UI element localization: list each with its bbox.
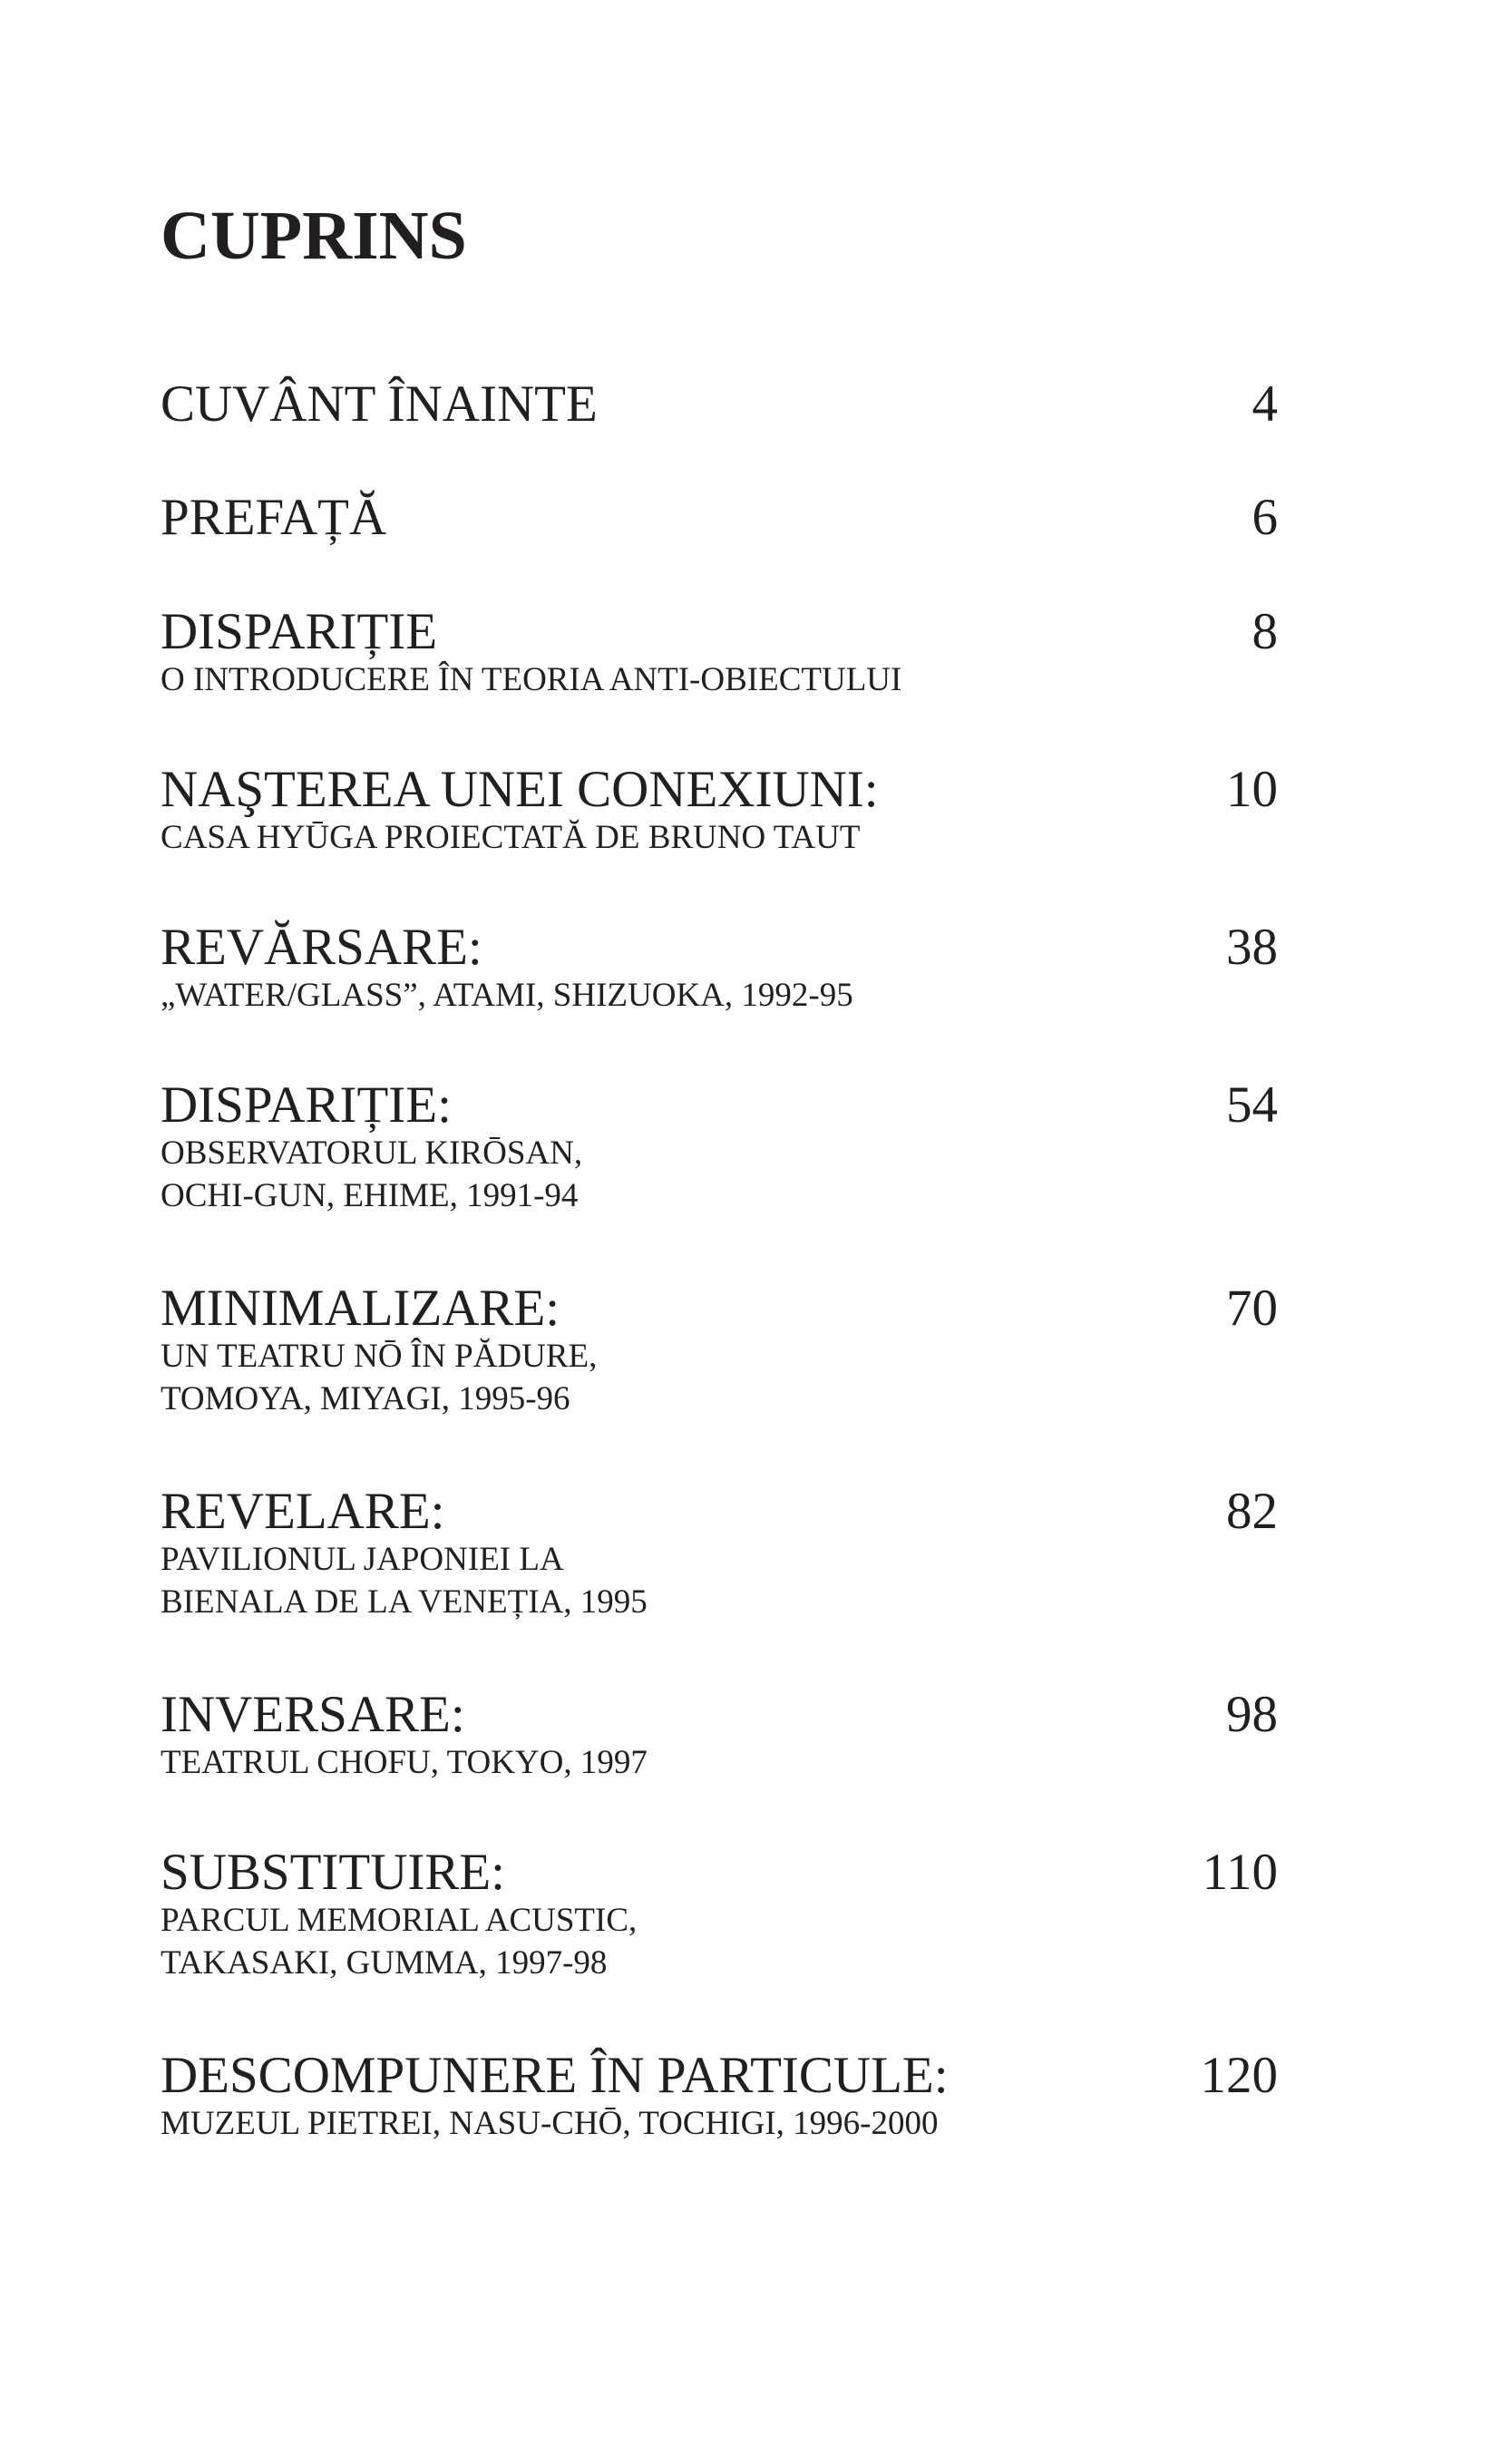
toc-entry-cuvant-inainte [161, 376, 1278, 433]
toc-entry-prefata [161, 490, 1278, 546]
toc-entry-title: REVELARE: [161, 1483, 445, 1540]
toc-entry-disparitie-intro [161, 604, 1278, 703]
toc-entry-title: DISPARIȚIE [161, 603, 438, 660]
toc-entry-title: CUVÂNT ÎNAINTE [161, 375, 598, 433]
toc-entry-page-number: 54 [1226, 1076, 1278, 1134]
toc-entry-nasterea-unei-conexiuni [161, 762, 1278, 861]
toc-entry-page-number: 4 [1252, 375, 1278, 433]
toc-entry-subtitle: TAKASAKI, GUMMA, 1997-98 [161, 1944, 608, 1982]
toc-entry-subtitle: BIENALA DE LA VENEȚIA, 1995 [161, 1583, 648, 1621]
toc-entry-page-number: 110 [1202, 1844, 1278, 1901]
page-title: CUPRINS [161, 198, 467, 274]
toc-entry-disparitie-observatorul [161, 1077, 1278, 1219]
toc-entry-title: MINIMALIZARE: [161, 1280, 560, 1337]
toc-entry-page-number: 8 [1252, 603, 1278, 660]
toc-entry-substituire [161, 1845, 1278, 1986]
toc-entry-subtitle: OCHI-GUN, EHIME, 1991-94 [161, 1177, 579, 1214]
toc-entry-subtitle: UN TEATRU NŌ ÎN PĂDURE, [161, 1338, 598, 1375]
toc-entry-subtitle: CASA HYŪGA PROIECTATĂ DE BRUNO TAUT [161, 819, 861, 856]
toc-entry-descompunere-in-particule [161, 2048, 1278, 2147]
toc-entry-title: PREFAȚĂ [161, 489, 387, 546]
toc-entry-title: INVERSARE: [161, 1686, 465, 1743]
toc-entry-subtitle: „WATER/GLASS”, ATAMI, SHIZUOKA, 1992-95 [161, 977, 853, 1014]
toc-entry-title: NAŞTEREA UNEI CONEXIUNI: [161, 761, 879, 818]
toc-entry-title: SUBSTITUIRE: [161, 1844, 506, 1901]
toc-entry-title: DESCOMPUNERE ÎN PARTICULE: [161, 2047, 949, 2104]
toc-entry-page-number: 6 [1252, 489, 1278, 546]
toc-entry-revarsare [161, 920, 1278, 1018]
toc-entry-page-number: 98 [1226, 1686, 1278, 1743]
toc-entry-page-number: 10 [1226, 761, 1278, 818]
toc-entry-subtitle: PARCUL MEMORIAL ACUSTIC, [161, 1902, 638, 1939]
toc-entry-subtitle: MUZEUL PIETREI, NASU-CHŌ, TOCHIGI, 1996-2000 [161, 2105, 939, 2142]
toc-entry-subtitle: OBSERVATORUL KIRŌSAN, [161, 1135, 583, 1172]
toc-entry-subtitle: TOMOYA, MIYAGI, 1995-96 [161, 1380, 570, 1417]
toc-entry-minimalizare [161, 1281, 1278, 1422]
toc-entry-title: DISPARIȚIE: [161, 1076, 452, 1134]
toc-entry-subtitle: O INTRODUCERE ÎN TEORIA ANTI-OBIECTULUI [161, 661, 902, 698]
toc-entry-inversare [161, 1687, 1278, 1786]
toc-entry-subtitle: PAVILIONUL JAPONIEI LA [161, 1541, 564, 1578]
toc-entry-page-number: 70 [1226, 1280, 1278, 1337]
toc-entry-revelare [161, 1484, 1278, 1625]
toc-entry-subtitle: TEATRUL CHOFU, TOKYO, 1997 [161, 1744, 648, 1781]
toc-entry-page-number: 38 [1226, 919, 1278, 976]
toc-entry-title: REVĂRSARE: [161, 919, 482, 976]
toc-entry-page-number: 120 [1200, 2047, 1278, 2104]
toc-entry-page-number: 82 [1226, 1483, 1278, 1540]
